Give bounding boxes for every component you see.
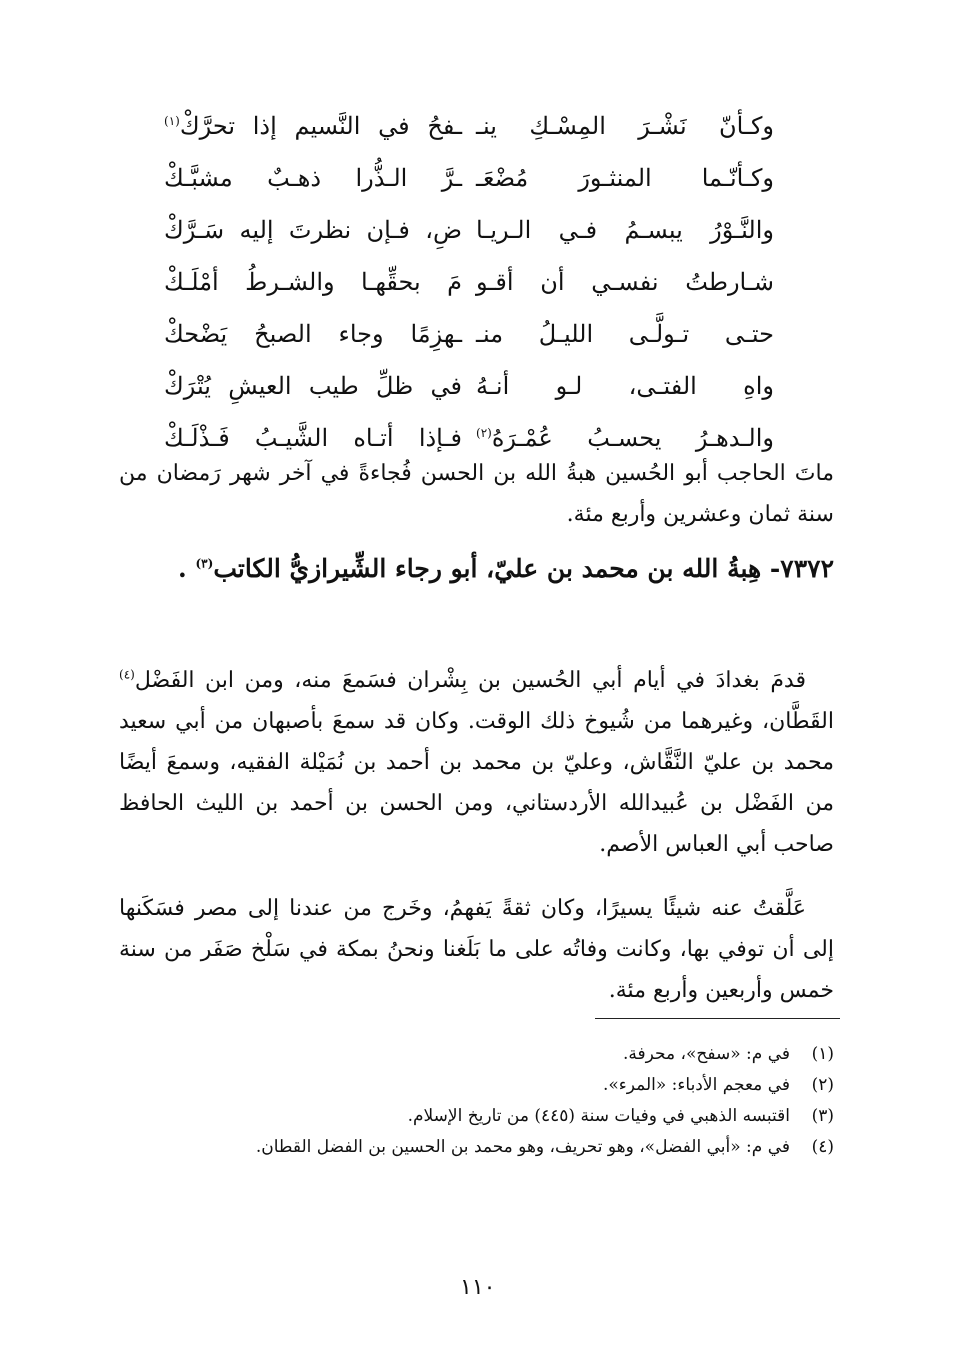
entry-heading-tail: .: [178, 554, 187, 583]
footnote-number: (١): [811, 1043, 834, 1064]
verse-first-hemistich: والنَّـوْرُ يبسـمُ فـي الـريـا: [476, 215, 774, 244]
verse-first-hemistich: [476, 424, 774, 453]
verse: [164, 152, 774, 204]
footnote-number: (٤): [811, 1136, 834, 1157]
verse: [164, 256, 774, 308]
footnote-text: في معجم الأدباء: «المرء».: [602, 1074, 790, 1095]
verse: [164, 100, 774, 152]
biography-text-rest: القَطَّان، وغيرهما من شُيوخ ذلك الوقت. وكان قد سمعَ بأصبهان من أبي سعيد محمد بن عليّ النَّقَّاش، وعليّ بن محمد بن أحمد بن نُمَيْلة الفقيه، وسمعَ أيضًا من الفَضْل بن عُبيدالله الأردستاني، ومن الحسن بن أحمد بن الليث الحافظ صاحب أبي العباس الأصم.: [119, 709, 834, 857]
biography-text-start: قدمَ بغدادَ في أيام أبي الحُسين بن بِشْران فسَمعَ منه، ومن ابن الفَضْل: [134, 668, 806, 693]
footnote-text: في م: «أبي الفضل»، وهو تحريف، وهو محمد بن الحسين بن الفضل القطان.: [255, 1136, 790, 1157]
biography-paragraph: [119, 660, 834, 865]
verse-second-hemistich: مَ بحقِّهـا والشـرطُ أمْلَـكْ: [164, 267, 462, 296]
death-paragraph: ماتَ الحاجب أبو الحُسين هبةُ الله بن الحسن فُجاءةً في آخر شهر رَمضان من سنة ثمان وعشرين وأربع مئة.: [119, 461, 834, 527]
entry-heading: [119, 545, 834, 593]
footnote-ref: (١): [164, 113, 180, 128]
verse-second-hemistich: ـهزِمًا وجاء الصبحُ يَضْحكْ: [164, 319, 462, 348]
verse-first-hemistich: واهِ الفتـى، لـو أنـهُ: [476, 371, 774, 400]
footnote-ref: (٤): [119, 667, 135, 682]
footnote-ref: (٢): [476, 425, 492, 440]
footnote: [119, 1038, 834, 1069]
verse-first-hemistich: شـارطتُ نفسـي أن أقـو: [476, 267, 774, 296]
verse-second-hemistich: ضِ، فـإن نظرتَ إليه سَـرَّكْ: [164, 215, 462, 244]
poem: [164, 100, 774, 464]
footnote-separator: [595, 1018, 840, 1019]
verse: [164, 308, 774, 360]
footnote-text: اقتبسه الذهبي في وفيات سنة (٤٤٥) من تاريخ الإسلام.: [407, 1105, 790, 1126]
verse-text: ـفحُ في النَّسيم إذا تحرَّكْ: [179, 111, 462, 140]
verse: [164, 360, 774, 412]
footnote-ref: (٣): [195, 556, 214, 571]
footnote-number: (٣): [811, 1105, 834, 1126]
footnote: [119, 1100, 834, 1131]
footnote: [119, 1131, 834, 1162]
verse-second-hemistich: فـإذا أتـاه الشَّيـبُ فَـذْلَـكْ: [164, 423, 462, 452]
verse-second-hemistich: ـرَّ الـذُّرا ذهـبٌ مشبَّـكْ: [164, 163, 462, 192]
verse-first-hemistich: وكـأنّـما المنثـورَ مُضْعَـ: [476, 163, 774, 192]
verse-text: والـدهـرُ يحسـبُ عُمْـرَهُ: [491, 423, 774, 452]
verse-first-hemistich: حتـى تـولَّـى الليـلُ منـ: [476, 319, 774, 348]
footnote-number: (٢): [811, 1074, 834, 1095]
verse-second-hemistich: [164, 112, 462, 141]
footnote: [119, 1069, 834, 1100]
verse-first-hemistich: وكـأنّ نَشْـرَ المِسْـكِ ينـ: [476, 111, 774, 140]
author-note-paragraph: عَلَّقتُ عنه شيئًا يسيرًا، وكان ثقةً يَفهمُ، وخَرج من عندنا إلى مصر فسَكَنها إلى أن توفي بها، وكانت وفاتُه على ما بَلَغنا ونحنُ بمكة في سَلْخ صَفَر من سنة خمس وأربعين وأربع مئة.: [119, 896, 834, 1003]
verse: [164, 204, 774, 256]
verse-second-hemistich: في ظلِّ طيب العيشِ يُتْرَكْ: [164, 371, 462, 400]
footnotes: [119, 1038, 834, 1162]
entry-heading-text: ٧٣٧٢- هِبةُ الله بن محمد بن عليّ، أبو رجاء الشِّيرازيُّ الكاتب: [213, 554, 834, 583]
footnote-text: في م: «سفح»، محرفة.: [623, 1043, 790, 1064]
page-number: ١١٠: [460, 1275, 496, 1300]
